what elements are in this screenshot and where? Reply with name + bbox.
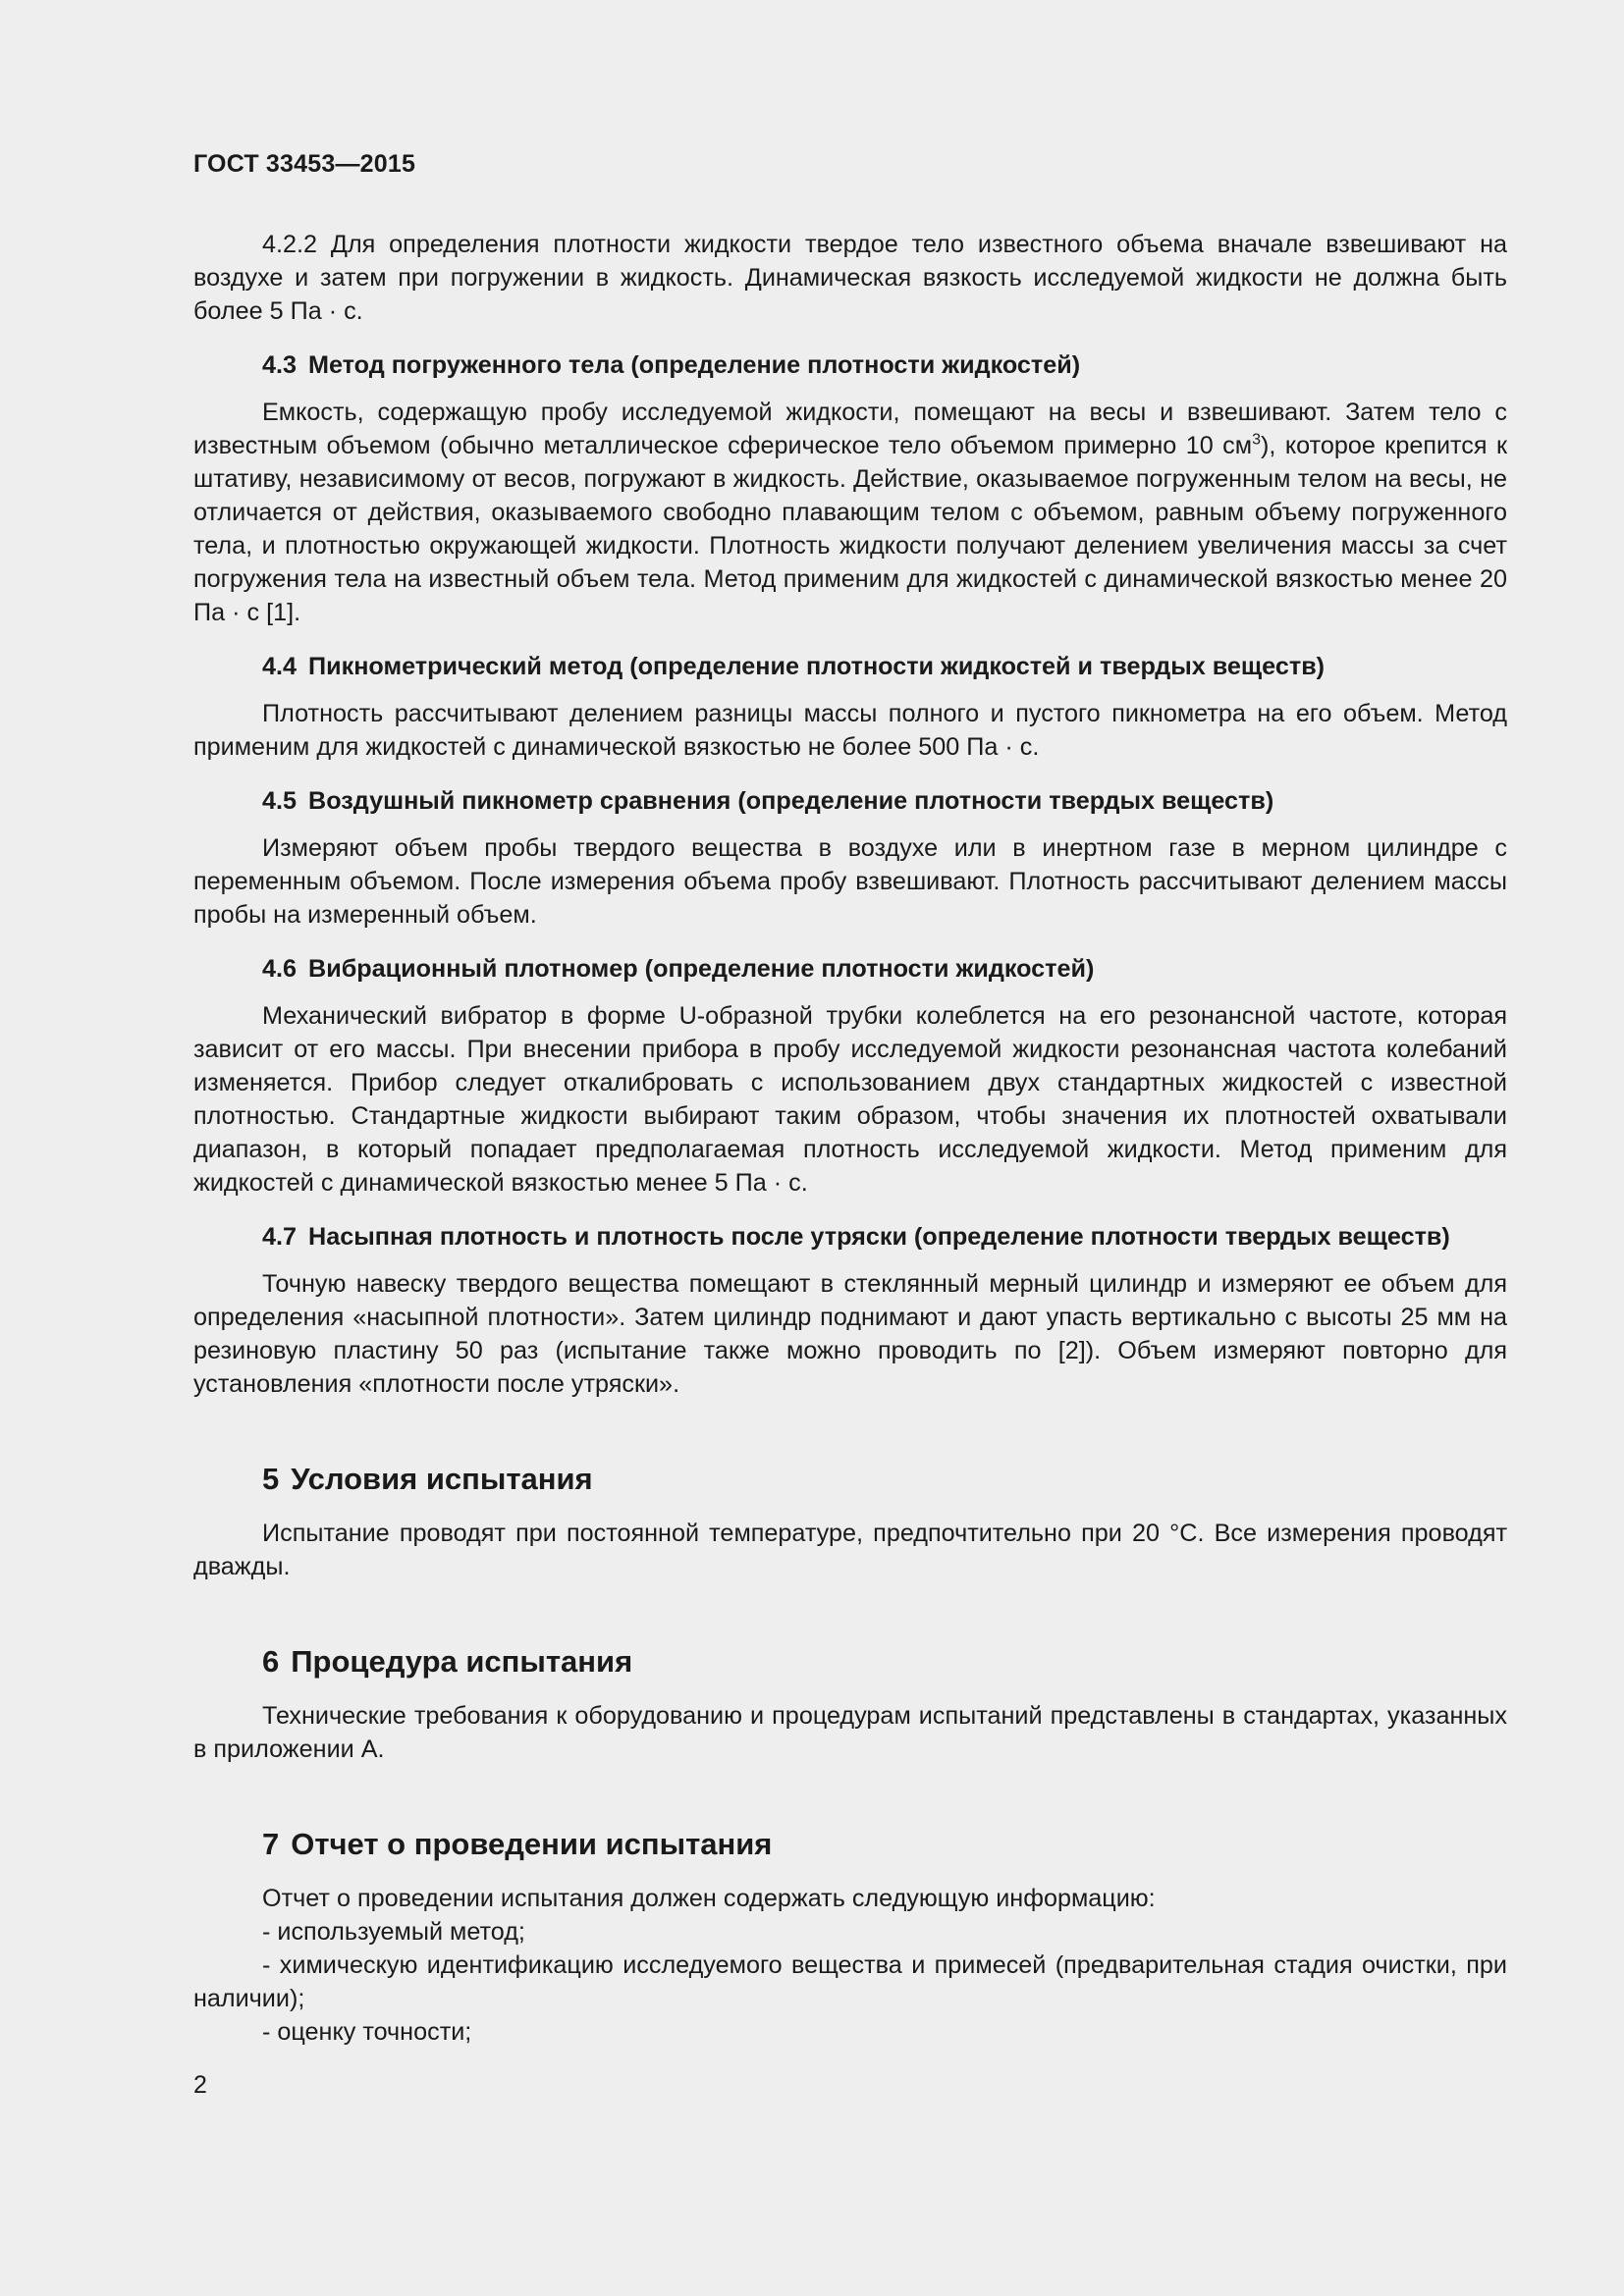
section-number: 4.7 (262, 1223, 298, 1251)
paragraph-4-2-2: 4.2.2 Для определения плотности жидкости твердое тело известного объема вначале взвешивают на воздухе и затем при погружении в жидкость. Динамическая вязкость исследуемой жидкости не должна быть более 5 Па · с. (193, 231, 1507, 325)
section-number: 7 (262, 1827, 280, 1861)
document-header: ГОСТ 33453—2015 (193, 150, 416, 178)
superscript: 3 (1252, 431, 1261, 449)
section-title: Вибрационный плотномер (определение плотности жидкостей) (308, 955, 1095, 983)
heading-5 (193, 1460, 1507, 1499)
section-number: 6 (262, 1644, 280, 1679)
paragraph-7-intro: Отчет о проведении испытания должен содержать следующую информацию: (262, 1885, 1156, 1912)
section-number: 4.6 (262, 955, 298, 983)
heading-7 (193, 1825, 1507, 1864)
page-number: 2 (193, 2071, 207, 2099)
paragraph-4-6: Механический вибратор в форме U-образной трубки колеблется на его резонансной частоте, которая зависит от его массы. При внесении прибора в пробу исследуемой жидкости резонансная частота колебаний изменяется. Прибор следует откалибровать с использованием двух стандартных жидкостей с известной плотностью. Стандартные жидкости выбирают таким образом, чтобы значения их плотностей охватывали диапазон, в который попадает предполагаемая плотность исследуемой жидкости. Метод применим для жидкостей с динамической вязкостью менее 5 Па · с. (193, 1002, 1507, 1197)
heading-4-4 (193, 650, 1507, 683)
section-title: Отчет о проведении испытания (291, 1827, 773, 1861)
paragraph-4-7: Точную навеску твердого вещества помещают в стеклянный мерный цилиндр и измеряют ее объем для определения «насыпной плотности». Затем цилиндр поднимают и дают упасть вертикально с высоты 25 мм на резиновую пластину 50 раз (испытание также можно проводить по [2]). Объем измеряют повторно для установления «плотности после утряски». (193, 1270, 1507, 1398)
paragraph-text: ), которое крепится к штативу, независимому от весов, погружают в жидкость. Действие, оказываемое погруженным телом на весы, не отличается от действия, оказываемого свободно плавающим телом с объемом, равным объему погруженного тела, и плотностью окружающей жидкости. Плотность жидкости получают делением увеличения массы за счет погружения тела на известный объем тела. Метод применим для жидкостей с динамической вязкостью менее 20 Па · с [1]. (193, 432, 1507, 626)
section-title: Воздушный пикнометр сравнения (определение плотности твердых веществ) (308, 787, 1274, 815)
section-title: Процедура испытания (291, 1644, 633, 1679)
heading-4-3 (193, 348, 1507, 382)
section-number: 5 (262, 1462, 280, 1496)
heading-4-6 (193, 952, 1507, 986)
list-item: - химическую идентификацию исследуемого вещества и примесей (предварительная стадия очистки, при наличии); (193, 1951, 1507, 2012)
section-number: 4.4 (262, 653, 298, 680)
heading-4-5 (193, 784, 1507, 818)
heading-4-7 (193, 1220, 1507, 1254)
section-number: 4.3 (262, 351, 298, 379)
section-title: Пикнометрический метод (определение плотности жидкостей и твердых веществ) (308, 653, 1326, 680)
paragraph-5: Испытание проводят при постоянной температуре, предпочтительно при 20 °С. Все измерения проводят дважды. (193, 1520, 1507, 1580)
list-item: - оценку точности; (262, 2018, 472, 2046)
document-page (193, 147, 1507, 2049)
heading-6 (193, 1642, 1507, 1682)
section-number: 4.5 (262, 787, 298, 815)
section-title: Условия испытания (291, 1462, 593, 1496)
section-title: Метод погруженного тела (определение плотности жидкостей) (308, 351, 1081, 379)
section-title: Насыпная плотность и плотность после утряски (определение плотности твердых веществ) (308, 1223, 1450, 1251)
paragraph-4-5: Измеряют объем пробы твердого вещества в воздухе или в инертном газе в мерном цилиндре с переменным объемом. После измерения объема пробу взвешивают. Плотность рассчитывают делением массы пробы на измеренный объем. (193, 834, 1507, 929)
list-item: - используемый метод; (262, 1918, 525, 1946)
paragraph-text: Емкость, содержащую пробу исследуемой жидкости, помещают на весы и взвешивают. Затем тело с известным объемом (обычно металлическое сферическое тело объемом примерно 10 см (193, 399, 1507, 459)
paragraph-4-4: Плотность рассчитывают делением разницы массы полного и пустого пикнометра на его объем. Метод применим для жидкостей с динамической вязкостью не более 500 Па · с. (193, 700, 1507, 761)
paragraph-6: Технические требования к оборудованию и процедурам испытаний представлены в стандартах, указанных в приложении А. (193, 1702, 1507, 1763)
paragraph-4-3 (193, 396, 1507, 629)
